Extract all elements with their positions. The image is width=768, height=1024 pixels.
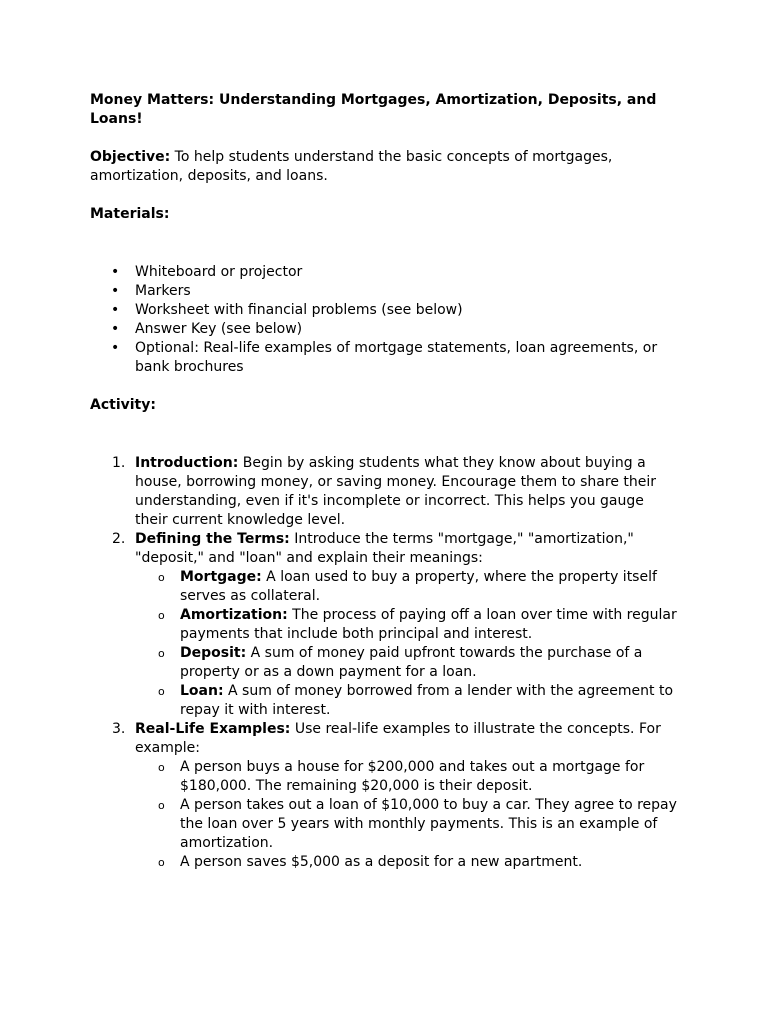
term-label: Mortgage: xyxy=(180,569,262,585)
term-definition: A sum of money paid upfront towards the purchase of a property or as a down payment for a loan. xyxy=(180,645,643,680)
step-text: Introduce the terms "mortgage," "amortization," "deposit," and "loan" and explain their meanings: xyxy=(135,531,634,566)
spacer xyxy=(90,129,680,148)
step-label: Defining the Terms: xyxy=(135,531,290,547)
step-label: Real-Life Examples: xyxy=(135,721,291,737)
examples-list xyxy=(135,758,680,872)
term-label: Deposit: xyxy=(180,645,247,661)
step-text: Begin by asking students what they know about buying a house, borrowing money, or saving money. Encourage them to share their understanding, even if it's incomplete or incorrect. This helps you gauge their current knowledge level. xyxy=(135,455,657,528)
objective-label: Objective: xyxy=(90,149,171,165)
term-definition: The process of paying off a loan over time with regular payments that include both principal and interest. xyxy=(180,607,677,642)
activity-steps xyxy=(90,454,680,872)
list-item: • Answer Key (see below) xyxy=(90,320,680,339)
terms-list xyxy=(135,568,680,720)
spacer xyxy=(90,186,680,205)
term-item-amortization xyxy=(135,606,680,644)
list-item: • Optional: Real-life examples of mortgage statements, loan agreements, or bank brochures xyxy=(90,339,680,377)
term-item-deposit xyxy=(135,644,680,682)
materials-heading: Materials: xyxy=(90,206,170,222)
term-definition: A sum of money borrowed from a lender with the agreement to repay it with interest. xyxy=(180,683,674,718)
step-number: 3. xyxy=(112,721,126,737)
spacer xyxy=(90,415,680,454)
list-item: • Whiteboard or projector xyxy=(90,263,680,282)
term-label: Amortization: xyxy=(180,607,288,623)
spacer xyxy=(90,377,680,396)
list-item: • Worksheet with financial problems (see below) xyxy=(90,301,680,320)
activity-heading: Activity: xyxy=(90,397,156,413)
term-item-loan xyxy=(135,682,680,720)
activity-step-defining-terms xyxy=(90,530,680,720)
term-item-mortgage xyxy=(135,568,680,606)
spacer xyxy=(90,224,680,263)
activity-step-real-life-examples xyxy=(90,720,680,872)
step-number: 2. xyxy=(112,531,126,547)
activity-step-introduction xyxy=(90,454,680,530)
step-label: Introduction: xyxy=(135,455,239,471)
term-definition: A loan used to buy a property, where the property itself serves as collateral. xyxy=(180,569,657,604)
example-item: o A person buys a house for $200,000 and takes out a mortgage for $180,000. The remaining $20,000 is their deposit. xyxy=(135,758,680,796)
document-page xyxy=(90,91,680,872)
materials-list xyxy=(90,263,680,377)
step-text: Use real-life examples to illustrate the concepts. For example: xyxy=(135,721,661,756)
objective-text: To help students understand the basic concepts of mortgages, amortization, deposits, and loans. xyxy=(90,149,613,184)
objective-paragraph xyxy=(90,148,680,186)
example-item: o A person saves $5,000 as a deposit for a new apartment. xyxy=(135,853,680,872)
example-item: o A person takes out a loan of $10,000 to buy a car. They agree to repay the loan over 5 years with monthly payments. This is an example of amortization. xyxy=(135,796,680,853)
document-title: Money Matters: Understanding Mortgages, Amortization, Deposits, and Loans! xyxy=(90,92,657,127)
term-label: Loan: xyxy=(180,683,224,699)
list-item: • Markers xyxy=(90,282,680,301)
step-number: 1. xyxy=(112,455,126,471)
